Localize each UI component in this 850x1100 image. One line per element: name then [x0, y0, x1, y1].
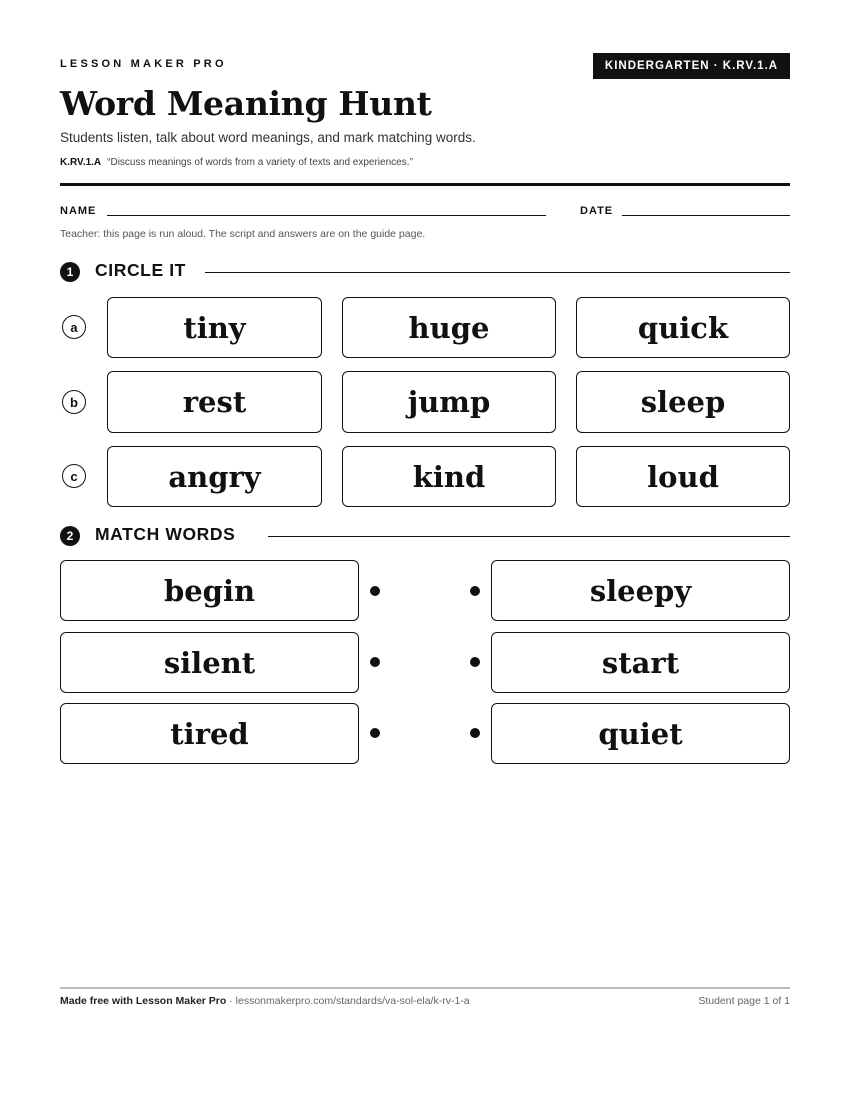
- name-field[interactable]: [107, 215, 546, 216]
- match-left-card[interactable]: begin: [60, 560, 359, 621]
- footer-url[interactable]: · lessonmakerpro.com/standards/va-sol-ela/k-rv-1-a: [226, 995, 470, 1007]
- word-card[interactable]: kind: [342, 446, 556, 507]
- word-card[interactable]: rest: [107, 371, 322, 433]
- row-letter-b: b: [62, 390, 86, 414]
- name-label: NAME: [60, 205, 97, 217]
- match-left-dot[interactable]: [370, 728, 380, 738]
- header-divider: [60, 183, 790, 186]
- standard-text: “Discuss meanings of words from a variety of texts and experiences.”: [107, 157, 413, 168]
- footer-divider: [60, 987, 790, 989]
- footer-credit: [60, 995, 470, 1007]
- word-card[interactable]: sleep: [576, 371, 790, 433]
- date-label: DATE: [580, 205, 614, 217]
- footer-made-with: Made free with Lesson Maker Pro: [60, 995, 227, 1007]
- date-field[interactable]: [622, 215, 790, 216]
- match-right-dot[interactable]: [470, 657, 480, 667]
- grade-standard-badge: KINDERGARTEN · K.RV.1.A: [593, 53, 790, 79]
- brand-name: LESSON MAKER PRO: [60, 58, 227, 70]
- match-right-dot[interactable]: [470, 728, 480, 738]
- row-letter-c: c: [62, 464, 86, 488]
- word-card[interactable]: loud: [576, 446, 790, 507]
- section-1-number: 1: [60, 262, 80, 282]
- match-left-dot[interactable]: [370, 586, 380, 596]
- footer-page-number: Student page 1 of 1: [698, 995, 790, 1007]
- word-card[interactable]: jump: [342, 371, 556, 433]
- match-left-dot[interactable]: [370, 657, 380, 667]
- match-right-dot[interactable]: [470, 586, 480, 596]
- section-1-rule: [205, 272, 790, 273]
- section-2-number: 2: [60, 526, 80, 546]
- section-2-title: MATCH WORDS: [95, 524, 236, 544]
- word-card[interactable]: quick: [576, 297, 790, 358]
- row-letter-a: a: [62, 315, 86, 339]
- match-left-card[interactable]: silent: [60, 632, 359, 693]
- word-card[interactable]: angry: [107, 446, 322, 507]
- word-card[interactable]: tiny: [107, 297, 322, 358]
- section-2-rule: [268, 536, 790, 537]
- match-right-card[interactable]: sleepy: [491, 560, 790, 621]
- word-card[interactable]: huge: [342, 297, 556, 358]
- page-subtitle: Students listen, talk about word meanings, and mark matching words.: [60, 130, 476, 145]
- standard-code: K.RV.1.A: [60, 157, 102, 168]
- match-right-card[interactable]: start: [491, 632, 790, 693]
- match-left-card[interactable]: tired: [60, 703, 359, 764]
- page-title: Word Meaning Hunt: [60, 84, 432, 123]
- standard-line: [60, 157, 413, 168]
- match-right-card[interactable]: quiet: [491, 703, 790, 764]
- section-1-title: CIRCLE IT: [95, 260, 186, 280]
- teacher-note: Teacher: this page is run aloud. The script and answers are on the guide page.: [60, 228, 426, 240]
